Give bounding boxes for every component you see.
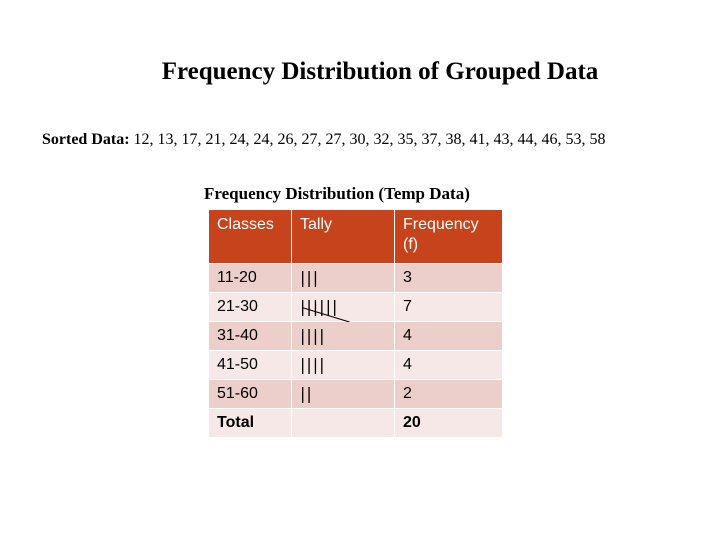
class-cell: 51-60	[209, 380, 292, 409]
tally-cell: ||||	[292, 351, 395, 380]
sorted-data-label: Sorted Data:	[42, 131, 130, 148]
total-label-cell: Total	[209, 409, 292, 438]
table-row	[209, 293, 503, 322]
frequency-cell: 4	[395, 351, 503, 380]
frequency-cell: 3	[395, 264, 503, 293]
class-cell: 41-50	[209, 351, 292, 380]
frequency-table	[209, 210, 503, 438]
table-row	[209, 264, 503, 293]
sorted-data-values: 12, 13, 17, 21, 24, 24, 26, 27, 27, 30, 32, 35, 37, 38, 41, 43, 44, 46, 53, 58	[133, 131, 606, 148]
table-title: Frequency Distribution (Temp Data)	[204, 184, 470, 203]
table-row	[209, 351, 503, 380]
table-total-row	[209, 409, 503, 438]
frequency-cell: 7	[395, 293, 503, 322]
class-cell: 11-20	[209, 264, 292, 293]
frequency-cell: 2	[395, 380, 503, 409]
frequency-cell: 4	[395, 322, 503, 351]
tally-cell	[292, 293, 395, 322]
tally-cell: ||||	[292, 322, 395, 351]
class-cell: 31-40	[209, 322, 292, 351]
tally-text: ||||||	[300, 297, 339, 316]
tally-cell: |||	[292, 264, 395, 293]
sorted-data-text	[42, 126, 710, 153]
table-row	[209, 380, 503, 409]
header-tally: Tally	[292, 210, 395, 264]
tally-marks	[300, 298, 338, 316]
header-classes: Classes	[209, 210, 292, 264]
header-frequency: Frequency (f)	[395, 210, 503, 264]
total-tally-cell	[292, 409, 395, 438]
class-cell: 21-30	[209, 293, 292, 322]
page-title: Frequency Distribution of Grouped Data	[161, 58, 599, 85]
total-frequency-cell: 20	[395, 409, 503, 438]
tally-cell: ||	[292, 380, 395, 409]
table-row	[209, 322, 503, 351]
table-header-row	[209, 210, 503, 264]
